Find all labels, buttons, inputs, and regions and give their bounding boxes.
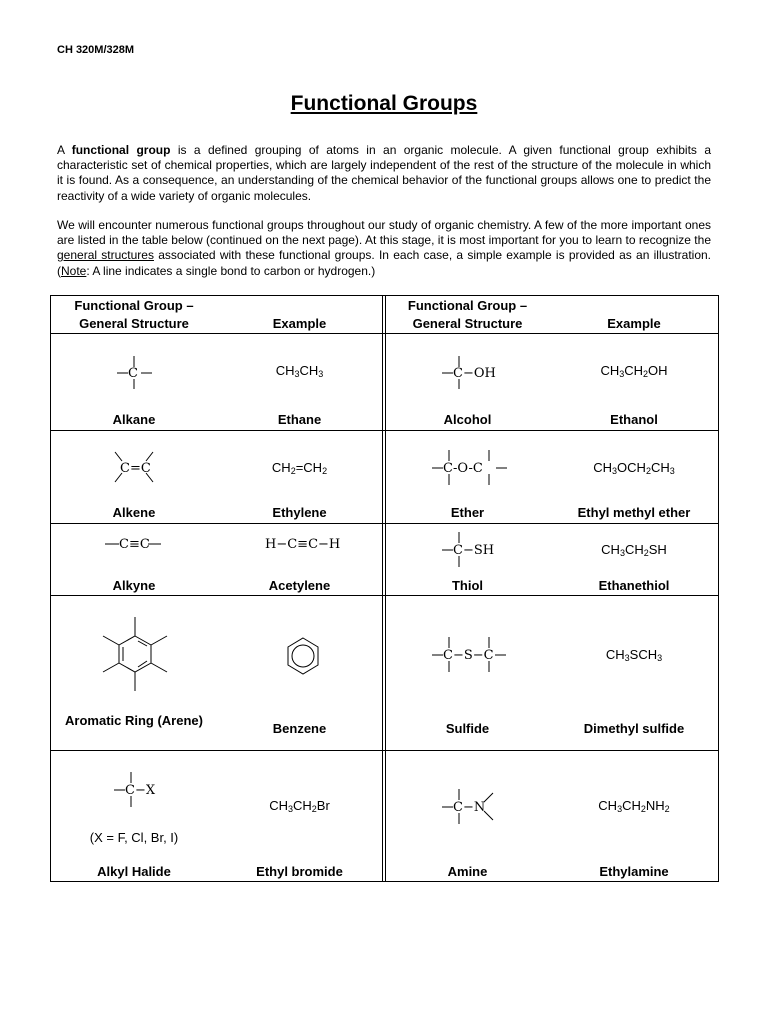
note-label: Note [61, 263, 87, 278]
header-general-structure-left [51, 296, 217, 333]
page-title: Functional Groups [290, 92, 478, 115]
intro-paragraph-1 [57, 143, 711, 204]
group-name-amine: Amine [447, 864, 488, 879]
row-separator [51, 430, 718, 431]
group-name-sulfide: Sulfide [445, 721, 490, 736]
ether-structure [429, 446, 519, 488]
alkyne-structure [103, 534, 163, 554]
example-name-ethyl-methyl-ether: Ethyl methyl ether [577, 505, 691, 520]
example-name-ethanethiol: Ethanethiol [598, 578, 670, 593]
intro-p1-text: is a defined grouping of atoms in an organic molecule. A given functional group exhibits a characteristic set of chemical properties, which are largely independent of the rest of the structure of the molecule in which it is found. As a consequence, an understanding of the chemical behavior of the functional groups allows one to predict the reactivity of a wide variety of organic molecules. [57, 143, 711, 203]
functional-groups-table [50, 295, 719, 882]
intro-p2-c: : A line indicates a single bond to carbon or hydrogen.) [86, 263, 376, 278]
header-line2: General Structure [79, 316, 189, 331]
alcohol-label: C−OH [453, 366, 496, 381]
thiol-structure [439, 526, 519, 571]
header-line1: Functional Group – [407, 298, 528, 313]
header-line1: Functional Group – [74, 298, 194, 313]
alkyne-label: C≡C [119, 537, 150, 552]
group-name-alkyl-halide: Alkyl Halide [97, 864, 171, 879]
ethyl-methyl-ether-formula: $CH_3OCH_2CH_3$ [593, 460, 675, 476]
group-name-alkane: Alkane [112, 412, 156, 427]
group-name-arene: Aromatic Ring (Arene) [65, 713, 203, 728]
arene-structure [97, 614, 173, 694]
group-name-alkyne: Alkyne [112, 578, 156, 593]
example-name-benzene: Benzene [272, 721, 327, 736]
ethanol-formula: $CH_3CH_2OH$ [600, 363, 668, 379]
header-example-right [549, 296, 719, 333]
alkane-label: C [128, 366, 138, 381]
header-example-label: Example [607, 316, 661, 331]
alkene-label: C=C [120, 461, 151, 476]
group-name-thiol: Thiol [451, 578, 484, 593]
amine-label: C−N [453, 800, 486, 815]
ethyl-bromide-formula: $CH_3CH_2Br$ [269, 798, 330, 814]
ether-label: C-O-C [443, 461, 483, 476]
row-separator [51, 523, 718, 524]
intro-p1-prefix: A [57, 143, 72, 157]
sulfide-label: C−S−C [443, 648, 494, 663]
header-general-structure-right [386, 296, 549, 333]
ethylamine-formula: $CH_3CH_2NH_2$ [598, 798, 670, 814]
alkane-structure [107, 336, 157, 391]
example-name-ethyl-bromide: Ethyl bromide [256, 864, 343, 879]
intro-p2-a: We will encounter numerous functional groups throughout our study of organic chemistry. A few of the more important ones are listed in the table below (continued on the next page). At this stage, it is most important for you to learn to recognize the [57, 218, 711, 248]
header-line2: General Structure [412, 316, 523, 331]
acetylene-label: H−C≡C−H [265, 537, 341, 552]
intro-p2-b: associated with these functional groups. In each case, a simple example is provided as an illustration. ( [57, 248, 712, 278]
example-name-ethylene: Ethylene [272, 505, 327, 520]
group-name-alkene: Alkene [112, 505, 156, 520]
group-name-ether: Ether [450, 505, 485, 520]
term-general-structures: general structures [57, 248, 154, 263]
alkyl-halide-label: C−X [125, 783, 156, 798]
ethanethiol-formula: $CH_3CH_2SH$ [601, 542, 667, 558]
row-separator [51, 333, 718, 334]
halogen-note: (X = F, Cl, Br, I) [89, 830, 179, 845]
example-name-ethanol: Ethanol [610, 412, 658, 427]
benzene-structure [283, 636, 323, 676]
ethylene-formula: $CH_2=CH_2$ [271, 460, 328, 476]
group-name-alcohol: Alcohol [443, 412, 492, 427]
alkene-structure [109, 446, 159, 488]
term-functional-group: functional group [71, 143, 171, 157]
amine-structure [439, 786, 519, 831]
header-example-left [217, 296, 382, 333]
example-name-acetylene: Acetylene [268, 578, 331, 593]
example-name-ethane: Ethane [277, 412, 322, 427]
intro-paragraph-2 [57, 218, 711, 279]
example-name-ethylamine: Ethylamine [599, 864, 669, 879]
alcohol-structure [437, 336, 517, 391]
header-example-label: Example [272, 316, 327, 331]
dimethyl-sulfide-formula: $CH_3SCH_3$ [605, 647, 663, 663]
alkyl-halide-structure [109, 768, 169, 813]
sulfide-structure [429, 632, 519, 677]
row-separator [51, 750, 718, 751]
table-divider [382, 296, 383, 881]
thiol-label: C−SH [453, 543, 495, 558]
acetylene-structure [261, 534, 341, 554]
ethane-formula: $CH_3CH_3$ [275, 363, 324, 379]
row-separator [51, 595, 718, 596]
example-name-dimethyl-sulfide: Dimethyl sulfide [583, 721, 685, 736]
course-code: CH 320M/328M [57, 44, 135, 56]
